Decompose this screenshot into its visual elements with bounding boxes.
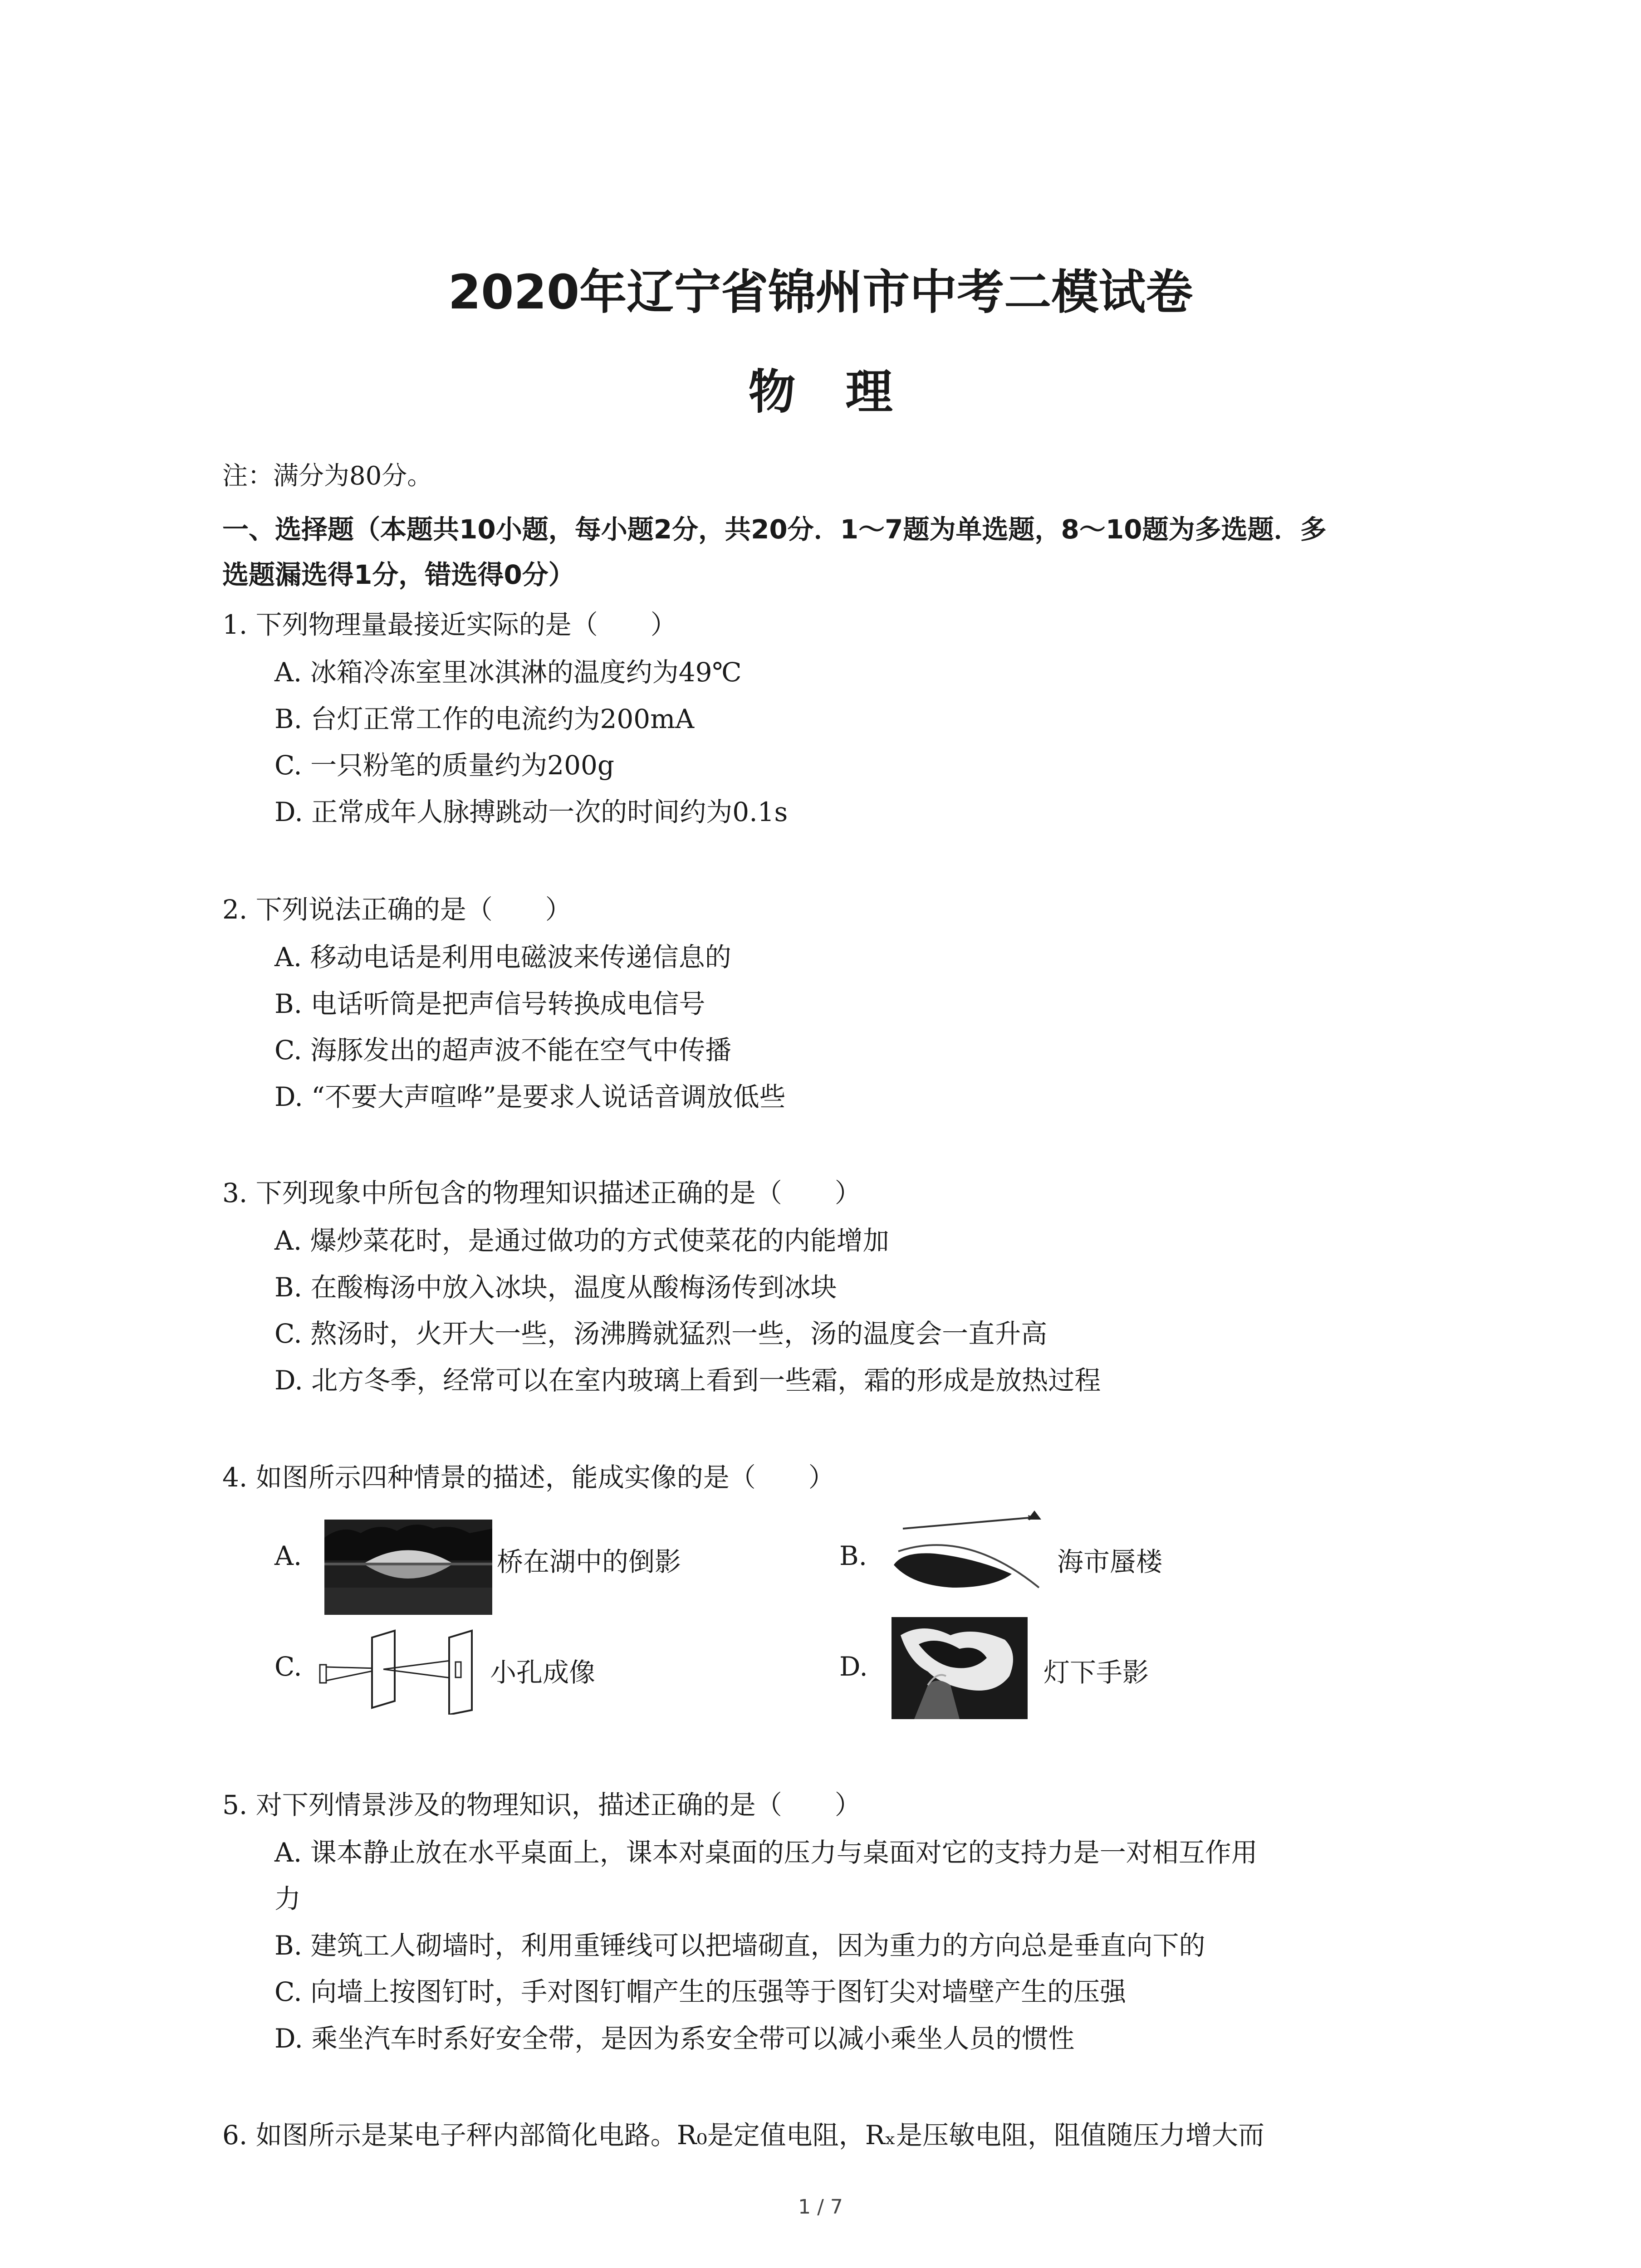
option-a: A. 课本静止放在水平桌面上，课本对桌面的压力与桌面对它的支持力是一对相互作用 xyxy=(274,1837,1258,1868)
option-a: A. 爆炒菜花时，是通过做功的方式使菜花的内能增加 xyxy=(274,1225,889,1256)
option-c: C. 向墙上按图钉时，手对图钉帽产生的压强等于图钉尖对墙壁产生的压强 xyxy=(274,1976,1127,2007)
exam-title: 2020年辽宁省锦州市中考二模试卷 xyxy=(448,264,1193,320)
option-b: B. 建筑工人砌墙时，利用重锤线可以把墙砌直，因为重力的方向总是垂直向下的 xyxy=(274,1930,1205,1961)
picture-d-letter: D. xyxy=(839,1651,868,1682)
hand-shadow-image xyxy=(892,1617,1028,1719)
option-d: D. 正常成年人脉搏跳动一次的时间约为0.1s xyxy=(274,797,788,827)
picture-d-caption: 灯下手影 xyxy=(1043,1657,1149,1688)
picture-b-letter: B. xyxy=(839,1540,867,1571)
option-c: C. 熬汤时，火开大一些，汤沸腾就猛烈一些，汤的温度会一直升高 xyxy=(274,1318,1048,1349)
option-d: D. 北方冬季，经常可以在室内玻璃上看到一些霜，霜的形成是放热过程 xyxy=(274,1365,1101,1396)
question-stem: 5. 对下列情景涉及的物理知识，描述正确的是（ ） xyxy=(222,1789,861,1820)
question-stem: 3. 下列现象中所包含的物理知识描述正确的是（ ） xyxy=(222,1178,861,1208)
option-b: B. 电话听筒是把声信号转换成电信号 xyxy=(274,988,705,1019)
option-a-continuation: 力 xyxy=(274,1883,301,1914)
picture-a-caption: 桥在湖中的倒影 xyxy=(497,1546,681,1577)
bridge-reflection-image xyxy=(324,1520,492,1615)
option-b: B. 在酸梅汤中放入冰块，温度从酸梅汤传到冰块 xyxy=(274,1272,837,1303)
picture-b-caption: 海市蜃楼 xyxy=(1057,1546,1163,1577)
option-a: A. 冰箱冷冻室里冰淇淋的温度约为49℃ xyxy=(274,657,742,688)
option-b: B. 台灯正常工作的电流约为200mA xyxy=(274,704,695,734)
section-heading-line2: 选题漏选得1分，错选得0分） xyxy=(222,559,575,590)
score-note: 注：满分为80分。 xyxy=(222,461,433,491)
option-d: D. 乘坐汽车时系好安全带，是因为系安全带可以减小乘坐人员的惯性 xyxy=(274,2023,1075,2054)
option-a: A. 移动电话是利用电磁波来传递信息的 xyxy=(274,942,731,973)
question-stem: 2. 下列说法正确的是（ ） xyxy=(222,894,572,925)
section-heading-line1: 一、选择题（本题共10小题，每小题2分，共20分．1～7题为单选题，8～10题为多选题．多 xyxy=(222,514,1327,545)
option-c: C. 海豚发出的超声波不能在空气中传播 xyxy=(274,1035,732,1066)
question-stem: 1. 下列物理量最接近实际的是（ ） xyxy=(222,609,677,640)
subject-title: 物理 xyxy=(748,364,943,420)
mirage-image xyxy=(885,1510,1053,1610)
option-c: C. 一只粉笔的质量约为200g xyxy=(274,750,615,781)
page-number: 1 / 7 xyxy=(798,2195,843,2219)
question-stem: 6. 如图所示是某电子秤内部简化电路。R₀是定值电阻，Rₓ是压敏电阻，阻值随压力增大而 xyxy=(222,2120,1264,2151)
pinhole-image xyxy=(318,1624,490,1715)
option-d: D. “不要大声喧哗”是要求人说话音调放低些 xyxy=(274,1081,786,1112)
picture-a-letter: A. xyxy=(274,1540,302,1571)
question-stem: 4. 如图所示四种情景的描述，能成实像的是（ ） xyxy=(222,1462,835,1493)
picture-c-letter: C. xyxy=(274,1651,302,1682)
picture-c-caption: 小孔成像 xyxy=(490,1657,596,1688)
